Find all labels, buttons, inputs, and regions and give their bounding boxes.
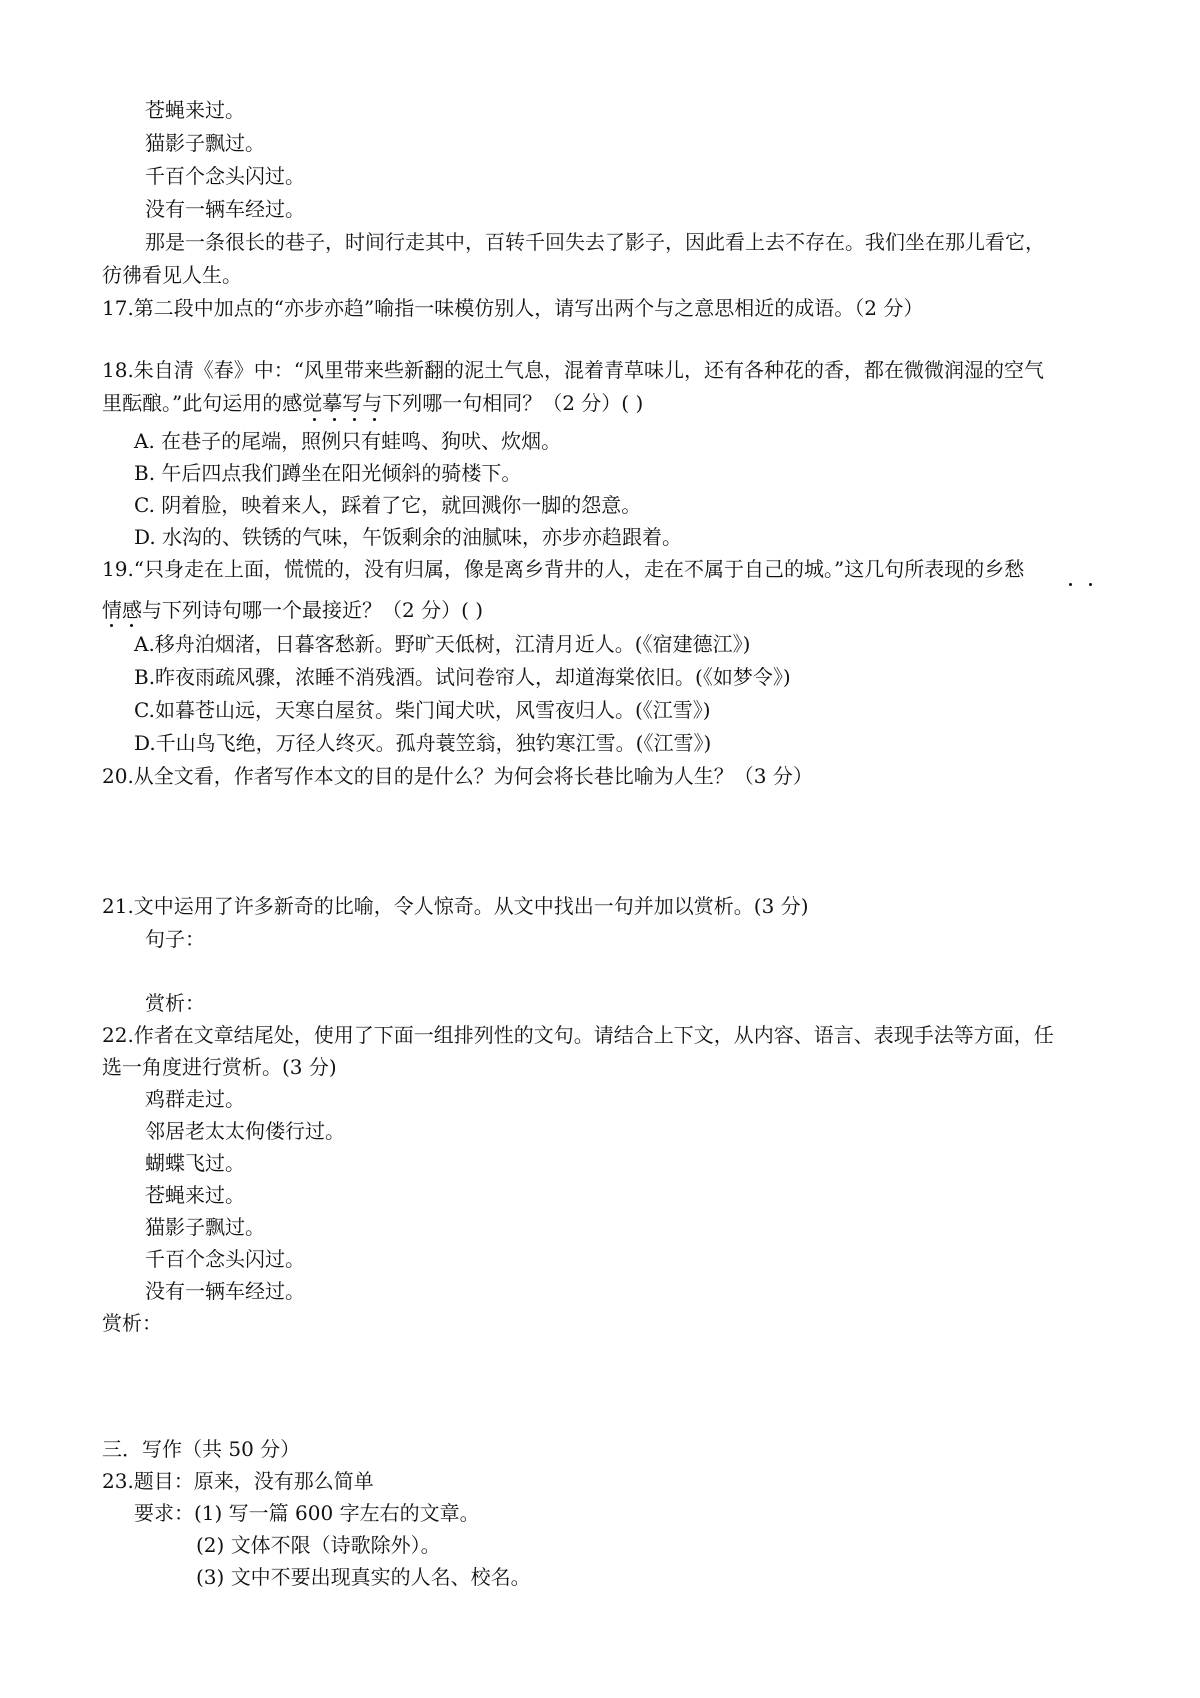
- passage-paragraph-cont: 彷彿看见人生。: [102, 263, 242, 287]
- passage-line: 没有一辆车经过。: [145, 197, 305, 221]
- question-22-line: 鸡群走过。: [145, 1087, 245, 1111]
- question-22-line: 苍蝇来过。: [145, 1183, 245, 1207]
- question-22-line: 没有一辆车经过。: [145, 1279, 305, 1303]
- question-18-option-c: C. 阴着脸，映着来人，踩着了它，就回溅你一脚的怨意。: [134, 493, 642, 517]
- question-22-line: 猫影子飘过。: [145, 1215, 265, 1239]
- question-22-analysis-label: 赏析：: [102, 1311, 162, 1335]
- emphasis-dot: [313, 418, 316, 421]
- question-21-analysis-label: 赏析：: [145, 991, 205, 1015]
- question-21-stem: 21.文中运用了许多新奇的比喻，令人惊奇。从文中找出一句并加以赏析。(3 分): [102, 894, 809, 918]
- emphasis-dot: [333, 418, 336, 421]
- passage-line: 猫影子飘过。: [145, 131, 265, 155]
- question-18-stem: 18.朱自清《春》中：“风里带来些新翻的泥土气息，混着青草味儿，还有各种花的香，都在微微润湿的空气: [102, 358, 1045, 382]
- emphasis-dot: [110, 624, 113, 627]
- passage-line: 苍蝇来过。: [145, 98, 245, 122]
- question-17: 17.第二段中加点的“亦步亦趋”喻指一味模仿别人，请写出两个与之意思相近的成语。（2 分）: [102, 296, 924, 320]
- question-23-requirement-3: (3) 文中不要出现真实的人名、校名。: [196, 1565, 531, 1589]
- emphasis-dot: [1069, 583, 1072, 586]
- question-19-option-d: D.千山鸟飞绝，万径人终灭。孤舟蓑笠翁，独钓寒江雪。(《江雪》): [134, 731, 712, 755]
- emphasis-dot: [353, 418, 356, 421]
- emphasis-dot: [1089, 583, 1092, 586]
- question-23-requirement-1: 要求：(1) 写一篇 600 字左右的文章。: [134, 1501, 480, 1525]
- question-22-stem-cont: 选一角度进行赏析。(3 分): [102, 1055, 337, 1079]
- section-3-title: 三．写作（共 50 分）: [102, 1437, 301, 1461]
- question-21-sentence-label: 句子：: [145, 927, 205, 951]
- question-22-stem: 22.作者在文章结尾处，使用了下面一组排列性的文句。请结合上下文，从内容、语言、表现手法等方面，任: [102, 1023, 1054, 1047]
- question-18-option-a: A. 在巷子的尾端，照例只有蛙鸣、狗吠、炊烟。: [134, 429, 562, 453]
- question-19-option-c: C.如暮苍山远，天寒白屋贫。柴门闻犬吠，风雪夜归人。(《江雪》): [134, 698, 711, 722]
- emphasis-dot: [373, 418, 376, 421]
- question-19-stem: 19.“只身走在上面，慌慌的，没有归属，像是离乡背井的人，走在不属于自己的城。”这几句所表现的乡愁: [102, 557, 1025, 581]
- question-18-stem-cont: 里酝酿。”此句运用的感觉摹写与下列哪一句相同？（2 分）( ): [102, 391, 644, 415]
- question-18-option-d: D. 水沟的、铁锈的气味，午饭剩余的油腻味，亦步亦趋跟着。: [134, 525, 683, 549]
- question-23-requirement-2: (2) 文体不限（诗歌除外）。: [196, 1533, 441, 1557]
- question-22-line: 邻居老太太佝偻行过。: [145, 1119, 345, 1143]
- passage-line: 千百个念头闪过。: [145, 164, 305, 188]
- question-23-title: 23.题目：原来，没有那么简单: [102, 1469, 374, 1493]
- question-19-option-a: A.移舟泊烟渚，日暮客愁新。野旷天低树，江清月近人。(《宿建德江》): [134, 632, 751, 656]
- question-22-line: 千百个念头闪过。: [145, 1247, 305, 1271]
- emphasis-dot: [130, 624, 133, 627]
- question-20: 20.从全文看，作者写作本文的目的是什么？为何会将长巷比喻为人生？（3 分）: [102, 764, 813, 788]
- passage-paragraph: 那是一条很长的巷子，时间行走其中，百转千回失去了影子，因此看上去不存在。我们坐在那儿看它，: [145, 230, 1045, 254]
- question-18-option-b: B. 午后四点我们蹲坐在阳光倾斜的骑楼下。: [134, 461, 522, 485]
- question-19-stem-cont: 情感与下列诗句哪一个最接近？（2 分）( ): [102, 598, 484, 622]
- question-19-option-b: B.昨夜雨疏风骤，浓睡不消残酒。试问卷帘人，却道海棠依旧。(《如梦令》): [134, 665, 791, 689]
- question-22-line: 蝴蝶飞过。: [145, 1151, 245, 1175]
